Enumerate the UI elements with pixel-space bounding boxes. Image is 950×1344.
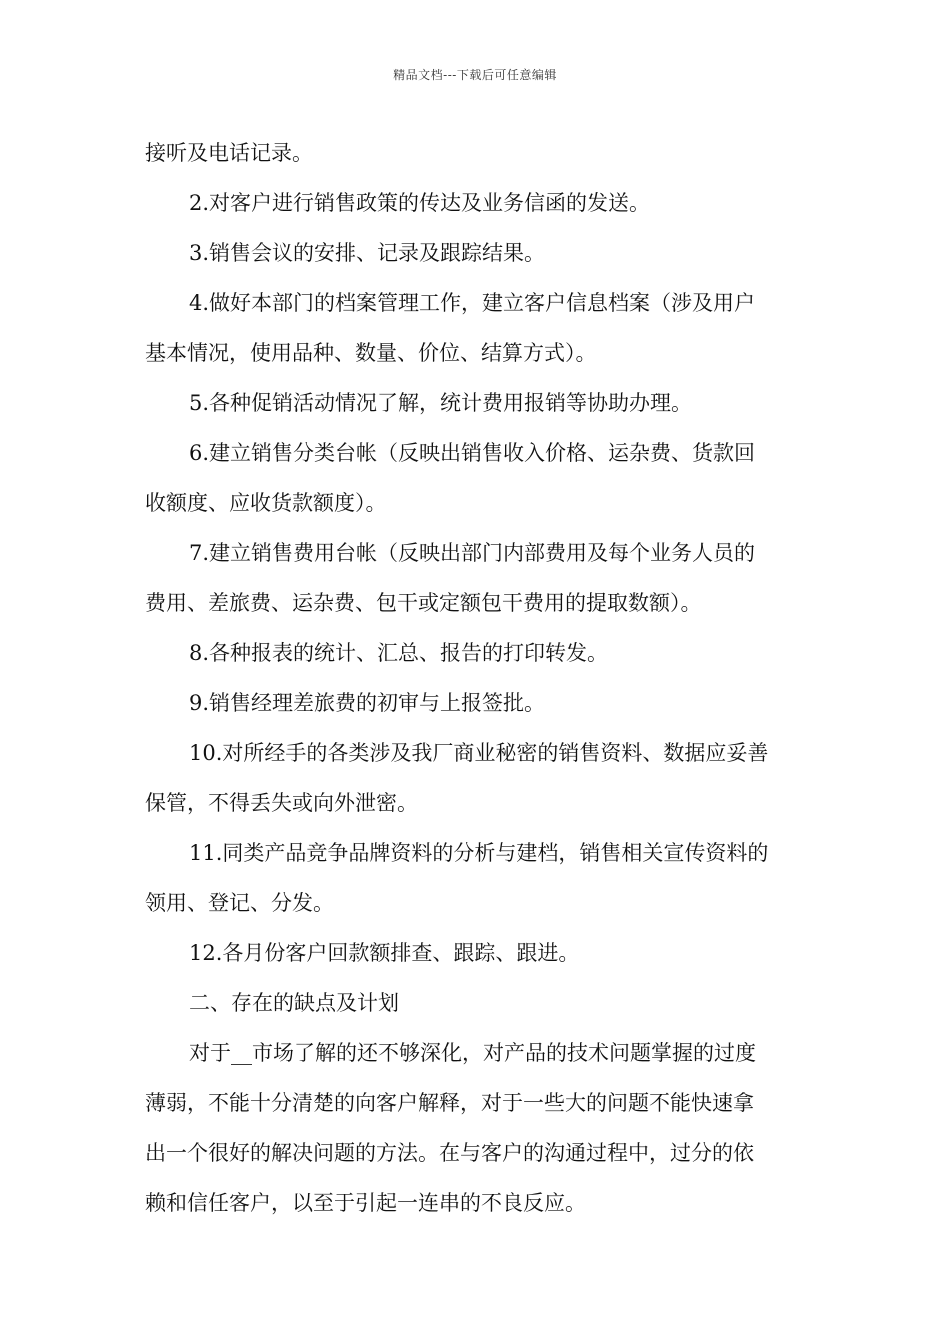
text-line: 5.各种促销活动情况了解，统计费用报销等协助办理。 — [189, 391, 693, 415]
text-line: 10.对所经手的各类涉及我厂商业秘密的销售资料、数据应妥善 — [189, 741, 769, 765]
text-line: 对于__市场了解的还不够深化，对产品的技术问题掌握的过度 — [189, 1041, 756, 1065]
text-line: 赖和信任客户，以至于引起一连串的不良反应。 — [145, 1191, 586, 1215]
text-line: 薄弱，不能十分清楚的向客户解释，对于一些大的问题不能快速拿 — [145, 1091, 754, 1115]
text-line: 2.对客户进行销售政策的传达及业务信函的发送。 — [189, 191, 651, 215]
text-line: 3.销售会议的安排、记录及跟踪结果。 — [189, 241, 546, 265]
text-line: 11.同类产品竞争品牌资料的分析与建档，销售相关宣传资料的 — [189, 841, 769, 865]
text-line: 6.建立销售分类台帐（反映出销售收入价格、运杂费、货款回 — [189, 441, 756, 465]
section-heading: 二、存在的缺点及计划 — [189, 991, 399, 1015]
text-line: 出一个很好的解决问题的方法。在与客户的沟通过程中，过分的依 — [145, 1141, 754, 1165]
text-line: 领用、登记、分发。 — [145, 891, 334, 915]
text-line: 保管，不得丢失或向外泄密。 — [145, 791, 418, 815]
text-line: 4.做好本部门的档案管理工作，建立客户信息档案（涉及用户 — [189, 291, 756, 315]
text-line: 12.各月份客户回款额排查、跟踪、跟进。 — [189, 941, 580, 965]
text-line: 8.各种报表的统计、汇总、报告的打印转发。 — [189, 641, 609, 665]
text-line: 接听及电话记录。 — [145, 141, 313, 165]
text-line: 费用、差旅费、运杂费、包干或定额包干费用的提取数额）。 — [145, 591, 702, 615]
page-header: 精品文档---下载后可任意编辑 — [393, 68, 557, 82]
document-body — [145, 128, 810, 1228]
text-line: 9.销售经理差旅费的初审与上报签批。 — [189, 691, 546, 715]
text-line: 7.建立销售费用台帐（反映出部门内部费用及每个业务人员的 — [189, 541, 756, 565]
text-line: 基本情况，使用品种、数量、价位、结算方式）。 — [145, 341, 597, 365]
text-line: 收额度、应收货款额度）。 — [145, 491, 387, 515]
